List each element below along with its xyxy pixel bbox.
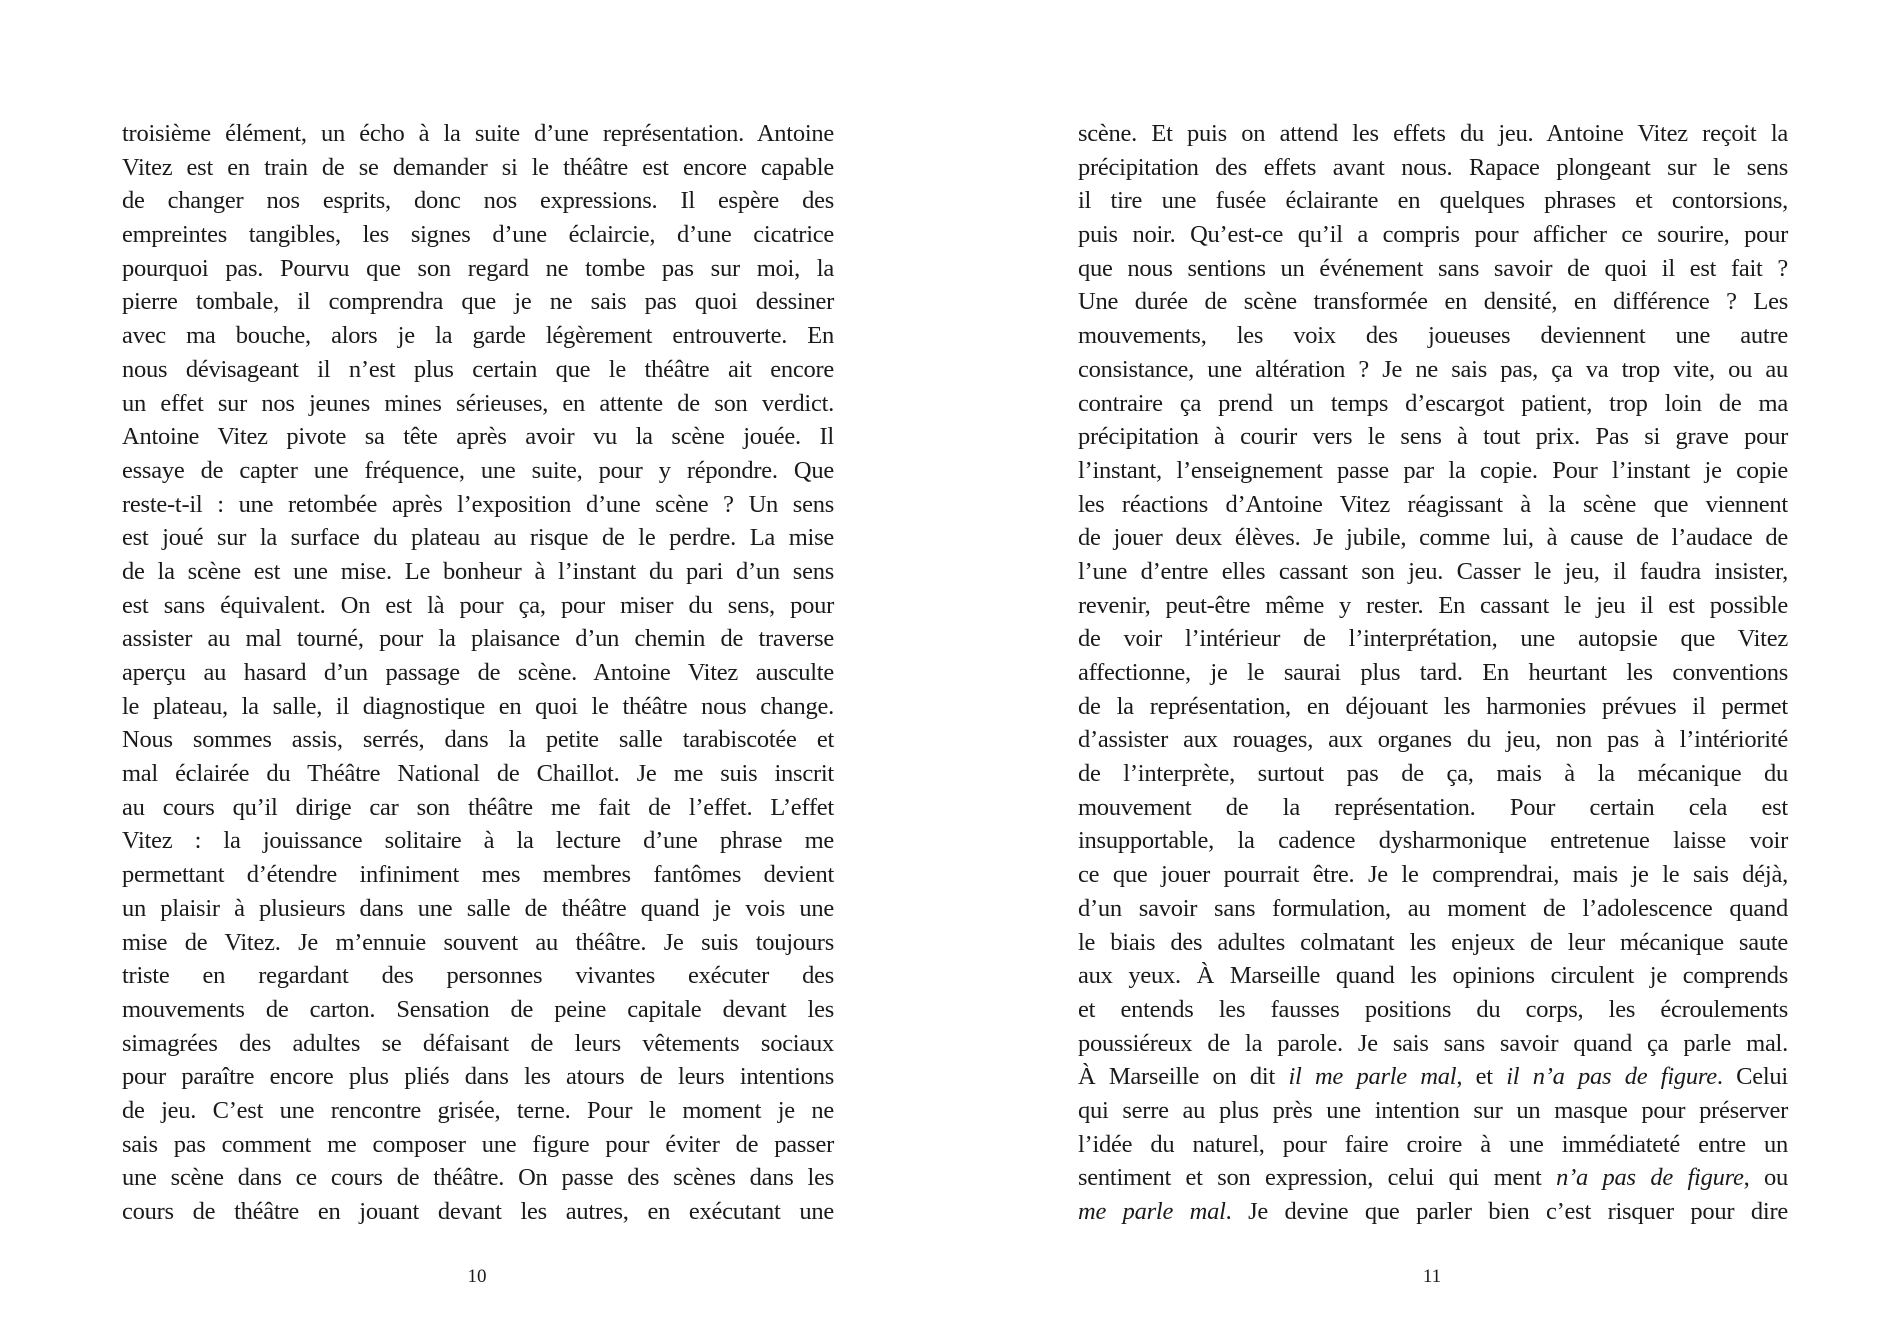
text-line: consistance, une altération ? Je ne sais pas, ça va trop vite, ou au	[1078, 355, 1788, 383]
text-line: de changer nos esprits, donc nos expressions. Il espère des	[122, 187, 834, 215]
text-line: pourquoi pas. Pourvu que son regard ne tombe pas sur moi, la	[122, 254, 834, 282]
text-line: de jouer deux élèves. Je jubile, comme lui, à cause de l’audace de	[1078, 524, 1788, 552]
text-line: d’assister aux rouages, aux organes du jeu, non pas à l’intériorité	[1078, 726, 1788, 754]
text-line: il tire une fusée éclairante en quelques phrases et contorsions,	[1078, 187, 1788, 215]
text-line: et entends les fausses positions du corps, les écroulements	[1078, 995, 1788, 1023]
text-line	[1078, 1161, 1788, 1195]
text-line: sais pas comment me composer une figure pour éviter de passer	[122, 1130, 834, 1158]
text-line: au cours qu’il dirige car son théâtre me fait de l’effet. L’effet	[122, 793, 834, 821]
text-line: l’idée du naturel, pour faire croire à une immédiateté entre un	[1078, 1130, 1788, 1158]
text-segment: À Marseille on dit	[1078, 1063, 1289, 1091]
text-line: est joué sur la surface du plateau au risque de le perdre. La mise	[122, 524, 834, 552]
left-page-text	[122, 117, 834, 1229]
text-line: de voir l’intérieur de l’interprétation, une autopsie que Vitez	[1078, 625, 1788, 653]
text-line: poussiéreux de la parole. Je sais sans savoir quand ça parle mal.	[1078, 1029, 1788, 1057]
text-line: Une durée de scène transformée en densité, en différence ? Les	[1078, 288, 1788, 316]
italic-phrase: il me parle mal	[1288, 1063, 1457, 1091]
text-line: Vitez : la jouissance solitaire à la lecture d’une phrase me	[122, 827, 834, 855]
text-segment: . Je devine que parler bien c’est risquer pour dire	[1225, 1198, 1788, 1225]
text-line: ce que jouer pourrait être. Je le comprendrai, mais je le sais déjà,	[1078, 861, 1788, 889]
text-line: puis noir. Qu’est-ce qu’il a compris pour afficher ce sourire, pour	[1078, 221, 1788, 249]
text-line: essaye de capter une fréquence, une suite, pour y répondre. Que	[122, 456, 834, 484]
text-line: d’un savoir sans formulation, au moment de l’adolescence quand	[1078, 894, 1788, 922]
page-number-right: 11	[1422, 1266, 1442, 1287]
text-line: mise de Vitez. Je m’ennuie souvent au théâtre. Je suis toujours	[122, 928, 834, 956]
text-segment: . Celui	[1716, 1063, 1788, 1091]
text-line: scène. Et puis on attend les effets du jeu. Antoine Vitez reçoit la	[1078, 120, 1788, 147]
text-line: l’instant, l’enseignement passe par la copie. Pour l’instant je copie	[1078, 456, 1788, 484]
text-line: mal éclairée du Théâtre National de Chaillot. Je me suis inscrit	[122, 760, 834, 788]
text-line: précipitation des effets avant nous. Rapace plongeant sur le sens	[1078, 153, 1788, 181]
text-line: mouvements de carton. Sensation de peine capitale devant les	[122, 995, 834, 1023]
text-line: Nous sommes assis, serrés, dans la petite salle tarabiscotée et	[122, 726, 834, 754]
text-line: aperçu au hasard d’un passage de scène. Antoine Vitez ausculte	[122, 659, 834, 686]
text-line: l’une d’entre elles cassant son jeu. Casser le jeu, il faudra insister,	[1078, 557, 1788, 585]
text-line: le plateau, la salle, il diagnostique en quoi le théâtre nous change.	[122, 692, 834, 720]
text-segment: , et	[1456, 1063, 1507, 1091]
text-line: mouvement de la représentation. Pour certain cela est	[1078, 793, 1788, 821]
text-line: une scène dans ce cours de théâtre. On passe des scènes dans les	[122, 1164, 834, 1192]
text-line: qui serre au plus près une intention sur un masque pour préserver	[1078, 1096, 1788, 1124]
text-line: cours de théâtre en jouant devant les autres, en exécutant une	[122, 1198, 834, 1225]
text-line: précipitation à courir vers le sens à tout prix. Pas si grave pour	[1078, 423, 1788, 451]
text-line: nous dévisageant il n’est plus certain que le théâtre ait encore	[122, 355, 834, 383]
text-line: empreintes tangibles, les signes d’une éclaircie, d’une cicatrice	[122, 221, 834, 249]
text-line: de la scène est une mise. Le bonheur à l’instant du pari d’un sens	[122, 557, 834, 585]
text-segment: sentiment et son expression, celui qui ment	[1078, 1164, 1557, 1192]
text-line: mouvements, les voix des joueuses deviennent une autre	[1078, 322, 1788, 350]
italic-phrase: n’a pas de figure	[1556, 1164, 1744, 1192]
text-line: aux yeux. À Marseille quand les opinions circulent je comprends	[1078, 962, 1788, 990]
text-line: reste-t-il : une retombée après l’exposition d’une scène ? Un sens	[122, 490, 834, 518]
text-line: le biais des adultes colmatant les enjeux de leur mécanique saute	[1078, 928, 1788, 956]
text-line: pierre tombale, il comprendra que je ne sais pas quoi dessiner	[122, 288, 834, 316]
text-line: contraire ça prend un temps d’escargot patient, trop loin de ma	[1078, 389, 1788, 417]
text-segment: , ou	[1743, 1164, 1789, 1192]
text-line: simagrées des adultes se défaisant de leurs vêtements sociaux	[122, 1029, 834, 1057]
text-line: de la représentation, en déjouant les harmonies prévues il permet	[1078, 692, 1788, 720]
text-line	[1078, 1195, 1788, 1229]
text-line: que nous sentions un événement sans savoir de quoi il est fait ?	[1078, 254, 1788, 282]
text-line: insupportable, la cadence dysharmonique entretenue laisse voir	[1078, 827, 1788, 855]
text-line: revenir, peut-être même y rester. En cassant le jeu il est possible	[1078, 591, 1788, 619]
text-line: les réactions d’Antoine Vitez réagissant à la scène que viennent	[1078, 490, 1788, 518]
text-line: Vitez est en train de se demander si le théâtre est encore capable	[122, 153, 834, 181]
text-line	[1078, 1060, 1788, 1094]
text-line: assister au mal tourné, pour la plaisance d’un chemin de traverse	[122, 625, 834, 653]
text-line: de l’interprète, surtout pas de ça, mais à la mécanique du	[1078, 760, 1788, 788]
text-line: un effet sur nos jeunes mines sérieuses, en attente de son verdict.	[122, 389, 834, 417]
text-line: avec ma bouche, alors je la garde légèrement entrouverte. En	[122, 322, 834, 350]
text-line: affectionne, je le saurai plus tard. En heurtant les conventions	[1078, 659, 1788, 686]
text-line: permettant d’étendre infiniment mes membres fantômes devient	[122, 861, 834, 889]
text-line: est sans équivalent. On est là pour ça, pour miser du sens, pour	[122, 591, 834, 619]
text-line: troisième élément, un écho à la suite d’une représentation. Antoine	[122, 120, 834, 147]
text-line: un plaisir à plusieurs dans une salle de théâtre quand je vois une	[122, 894, 834, 922]
text-line: triste en regardant des personnes vivantes exécuter des	[122, 962, 834, 990]
text-line: de jeu. C’est une rencontre grisée, terne. Pour le moment je ne	[122, 1096, 834, 1124]
italic-phrase: me parle mal	[1078, 1198, 1226, 1225]
right-page-text	[1078, 117, 1788, 1229]
page-number-left: 10	[467, 1266, 487, 1287]
text-line: Antoine Vitez pivote sa tête après avoir vu la scène jouée. Il	[122, 423, 834, 451]
text-line: pour paraître encore plus pliés dans les atours de leurs intentions	[122, 1063, 834, 1091]
italic-phrase: il n’a pas de figure	[1506, 1063, 1717, 1091]
